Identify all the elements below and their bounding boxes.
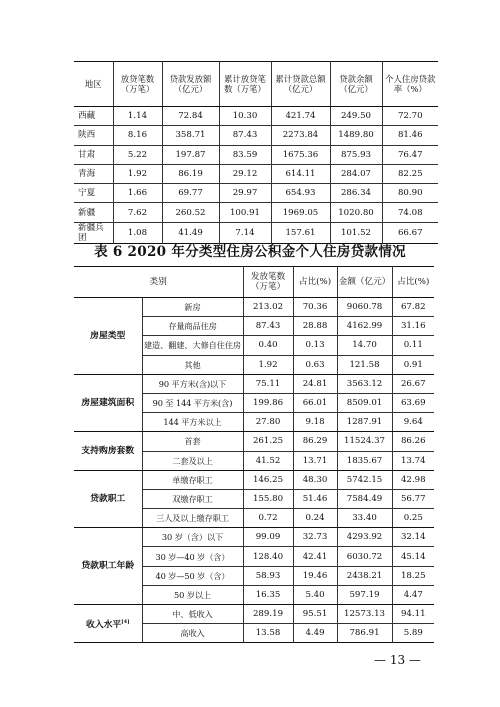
table-row [74, 184, 438, 203]
regional-table-header [74, 62, 438, 107]
column-header: 累计贷款总额（亿元） [271, 62, 330, 107]
subcategory-label: 高收入 [142, 624, 243, 643]
column-header: 贷款发放额（亿元） [162, 62, 219, 107]
data-cell: 9.64 [392, 413, 434, 432]
data-cell: 197.87 [162, 145, 219, 164]
column-header: 累计放贷笔数（万笔） [219, 62, 271, 107]
data-cell: 2273.84 [271, 126, 330, 145]
column-header: 类别 [74, 267, 243, 298]
data-cell: 42.41 [293, 547, 337, 566]
data-cell: 99.09 [243, 528, 293, 547]
table6-title: 表 6 2020 年分类型住房公积金个人住房贷款情况 [94, 244, 406, 260]
data-cell: 10.30 [219, 107, 271, 126]
category-group-label [74, 298, 142, 375]
data-cell: 8509.01 [337, 393, 392, 412]
category-group-label [74, 605, 142, 643]
subcategory-label: 30 岁（含）以下 [142, 528, 243, 547]
data-cell: 286.34 [330, 184, 382, 203]
data-cell: 4.49 [293, 624, 337, 643]
data-cell: 56.77 [392, 489, 434, 508]
subcategory-label: 50 岁以上 [142, 585, 243, 604]
data-cell: 213.02 [243, 298, 293, 317]
subcategory-label: 新房 [142, 298, 243, 317]
subcategory-label: 三人及以上缴存职工 [142, 509, 243, 528]
table-row [74, 164, 438, 183]
data-cell: 28.88 [293, 317, 337, 336]
page-number: — 13 — [374, 653, 421, 667]
data-cell: 0.11 [392, 336, 434, 355]
subcategory-label: 双缴存职工 [142, 489, 243, 508]
data-cell: 66.01 [293, 393, 337, 412]
data-cell: 875.93 [330, 145, 382, 164]
data-cell: 0.25 [392, 509, 434, 528]
data-cell: 1675.36 [271, 145, 330, 164]
data-cell: 6030.72 [337, 547, 392, 566]
subcategory-label: 存量商品住房 [142, 317, 243, 336]
data-cell: 41.52 [243, 451, 293, 470]
regional-loan-table [74, 61, 438, 244]
subcategory-label: 30 岁—40 岁（含） [142, 547, 243, 566]
column-header: 个人住房贷款率（%） [382, 62, 438, 107]
data-cell: 1.14 [113, 107, 162, 126]
subcategory-label: 40 岁—50 岁（含） [142, 566, 243, 585]
data-cell: 45.14 [392, 547, 434, 566]
data-cell: 83.59 [219, 145, 271, 164]
subcategory-label: 首套 [142, 432, 243, 451]
data-cell: 81.46 [382, 126, 438, 145]
data-cell: 13.74 [392, 451, 434, 470]
data-cell: 27.80 [243, 413, 293, 432]
region-name: 陕西 [74, 126, 113, 145]
data-cell: 121.58 [337, 355, 392, 374]
data-cell: 157.61 [271, 222, 330, 243]
data-cell: 0.72 [243, 509, 293, 528]
data-cell: 4.47 [392, 585, 434, 604]
data-cell: 87.43 [243, 317, 293, 336]
data-cell: 9.18 [293, 413, 337, 432]
category-group-label [74, 432, 142, 470]
column-header: 放贷笔数（万笔） [113, 62, 162, 107]
data-cell: 16.35 [243, 585, 293, 604]
data-cell: 261.25 [243, 432, 293, 451]
data-cell: 5.22 [113, 145, 162, 164]
category-group-label [74, 528, 142, 605]
subcategory-label: 90 平方米(含)以下 [142, 374, 243, 393]
data-cell: 597.19 [337, 585, 392, 604]
data-cell: 0.40 [243, 336, 293, 355]
data-cell: 2438.21 [337, 566, 392, 585]
data-cell: 9060.78 [337, 298, 392, 317]
loan-by-type-table [74, 266, 434, 643]
data-cell: 614.11 [271, 164, 330, 183]
column-header: 地区 [74, 62, 113, 107]
data-cell: 95.51 [293, 605, 337, 624]
data-cell: 284.07 [330, 164, 382, 183]
column-header: 贷款余额（亿元） [330, 62, 382, 107]
data-cell: 249.50 [330, 107, 382, 126]
data-cell: 69.77 [162, 184, 219, 203]
region-name: 宁夏 [74, 184, 113, 203]
data-cell: 51.46 [293, 489, 337, 508]
data-cell: 26.67 [392, 374, 434, 393]
region-name: 新疆兵团 [74, 222, 113, 243]
type-table-header [74, 267, 434, 298]
data-cell: 86.26 [392, 432, 434, 451]
data-cell: 0.91 [392, 355, 434, 374]
data-cell: 5742.15 [337, 470, 392, 489]
data-cell: 155.80 [243, 489, 293, 508]
data-cell: 32.14 [392, 528, 434, 547]
data-cell: 75.11 [243, 374, 293, 393]
data-cell: 80.90 [382, 184, 438, 203]
subcategory-label: 建造、翻建、大修自住住房 [142, 336, 243, 355]
data-cell: 13.58 [243, 624, 293, 643]
table-row [74, 203, 438, 222]
data-cell: 146.25 [243, 470, 293, 489]
category-group-name: 房屋建筑面积 [81, 398, 135, 409]
table-row [74, 298, 434, 317]
data-cell: 31.16 [392, 317, 434, 336]
data-cell: 86.29 [293, 432, 337, 451]
subcategory-label: 单缴存职工 [142, 470, 243, 489]
data-cell: 48.30 [293, 470, 337, 489]
data-cell: 1.66 [113, 184, 162, 203]
category-group-label [74, 374, 142, 432]
table-row [74, 528, 434, 547]
data-cell: 786.91 [337, 624, 392, 643]
data-cell: 41.49 [162, 222, 219, 243]
data-cell: 32.73 [293, 528, 337, 547]
data-cell: 1020.80 [330, 203, 382, 222]
data-cell: 1.92 [243, 355, 293, 374]
category-group-name: 贷款职工年龄 [81, 561, 135, 572]
column-header: 占比(%) [293, 267, 337, 298]
table-row [74, 374, 434, 393]
data-cell: 4293.92 [337, 528, 392, 547]
data-cell: 42.98 [392, 470, 434, 489]
data-cell: 74.08 [382, 203, 438, 222]
table-row [74, 470, 434, 489]
data-cell: 101.52 [330, 222, 382, 243]
table-row [74, 605, 434, 624]
data-cell: 58.93 [243, 566, 293, 585]
data-cell: 11524.37 [337, 432, 392, 451]
data-cell: 63.69 [392, 393, 434, 412]
data-cell: 18.25 [392, 566, 434, 585]
footnote-marker: [4] [121, 619, 130, 626]
data-cell: 4162.99 [337, 317, 392, 336]
data-cell: 66.67 [397, 227, 423, 238]
category-group-name: 支持购房套数 [81, 446, 135, 456]
data-cell: 29.97 [219, 184, 271, 203]
data-cell: 72.84 [162, 107, 219, 126]
data-cell: 76.47 [382, 145, 438, 164]
data-cell: 289.19 [243, 605, 293, 624]
data-cell: 7.62 [113, 203, 162, 222]
data-cell: 1287.91 [337, 413, 392, 432]
data-cell: 100.91 [219, 203, 271, 222]
subcategory-label: 中、低收入 [142, 605, 243, 624]
data-cell: 3563.12 [337, 374, 392, 393]
category-group-name: 贷款职工 [90, 493, 126, 504]
data-cell: 5.40 [293, 585, 337, 604]
category-group-name: 房屋类型 [90, 330, 126, 341]
region-name: 青海 [74, 164, 113, 183]
data-cell: 94.11 [392, 605, 434, 624]
data-cell: 358.71 [162, 126, 219, 145]
data-cell: 199.86 [243, 393, 293, 412]
subcategory-label: 144 平方米以上 [142, 413, 243, 432]
data-cell: 5.89 [403, 628, 423, 639]
table-row [74, 432, 434, 451]
data-cell: 1.08 [113, 222, 162, 243]
data-cell: 82.25 [382, 164, 438, 183]
data-cell: 12573.13 [337, 605, 392, 624]
column-header: 发放笔数（万笔） [243, 267, 293, 298]
data-cell: 29.12 [219, 164, 271, 183]
region-name: 新疆 [74, 203, 113, 222]
data-cell: 421.74 [271, 107, 330, 126]
data-cell: 13.71 [293, 451, 337, 470]
data-cell: 128.40 [243, 547, 293, 566]
column-header: 占比(%) [392, 267, 434, 298]
data-cell: 86.19 [162, 164, 219, 183]
data-cell: 67.82 [392, 298, 434, 317]
category-group-name: 收入水平 [86, 620, 122, 631]
data-cell: 0.13 [293, 336, 337, 355]
category-group-label [74, 470, 142, 528]
table-row [74, 107, 438, 126]
column-header: 金额（亿元） [337, 267, 392, 298]
data-cell: 7584.49 [337, 489, 392, 508]
data-cell: 8.16 [113, 126, 162, 145]
data-cell: 70.36 [293, 298, 337, 317]
data-cell: 260.52 [162, 203, 219, 222]
data-cell: 654.93 [271, 184, 330, 203]
data-cell: 1835.67 [337, 451, 392, 470]
subcategory-label: 二套及以上 [142, 451, 243, 470]
data-cell: 1.92 [113, 164, 162, 183]
data-cell: 1969.05 [271, 203, 330, 222]
subcategory-label: 90 至 144 平方米(含) [142, 393, 243, 412]
region-name: 西藏 [74, 107, 113, 126]
data-cell: 87.43 [219, 126, 271, 145]
data-cell: 24.81 [293, 374, 337, 393]
table-row [74, 145, 438, 164]
data-cell: 33.40 [337, 509, 392, 528]
data-cell: 0.63 [293, 355, 337, 374]
subcategory-label: 其他 [142, 355, 243, 374]
data-cell: 14.70 [337, 336, 392, 355]
data-cell: 72.70 [382, 107, 438, 126]
data-cell: 19.46 [293, 566, 337, 585]
region-name: 甘肃 [74, 145, 113, 164]
data-cell: 7.14 [219, 222, 271, 243]
table-row [74, 126, 438, 145]
data-cell: 0.24 [293, 509, 337, 528]
data-cell: 1489.80 [330, 126, 382, 145]
